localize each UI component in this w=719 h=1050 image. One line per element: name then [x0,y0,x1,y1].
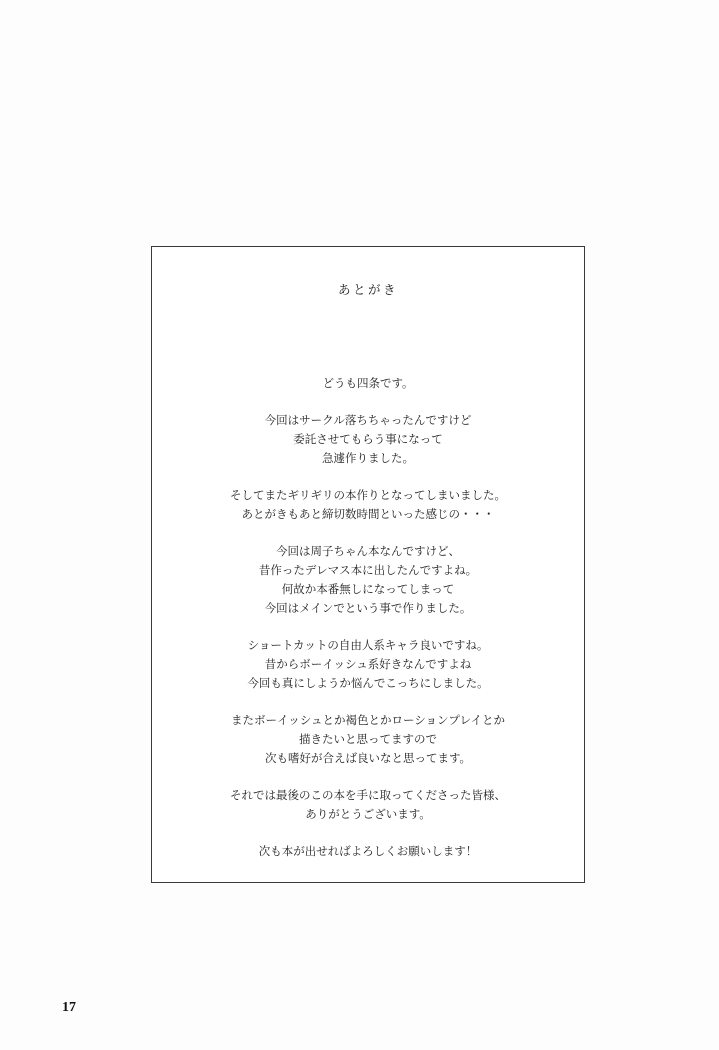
paragraph [152,712,584,769]
text-line: ショートカットの自由人系キャラ良いですね。 [247,640,489,652]
text-line: あとがきもあと締切数時間といった感じの・・・ [241,509,495,521]
afterword-frame [151,246,585,883]
paragraph [152,412,584,469]
text-line: ありがとうございます。 [305,809,431,821]
text-line: 急遽作りました。 [322,453,414,465]
paragraph [152,787,584,825]
text-line: 昔からボーイッシュ系好きなんですよね [264,659,472,671]
text-line: またボーイッシュとか褐色とかローションプレイとか [230,715,506,727]
paragraph [152,637,584,694]
page-number: 17 [62,1000,76,1015]
text-line: 何故か本番無しになってしまって [281,584,455,596]
paragraph [152,543,584,619]
text-line: 次も嗜好が合えば良いなと思ってます。 [264,753,472,765]
paragraph [152,843,584,862]
text-line: 今回はメインでという事で作りました。 [264,603,472,615]
text-line: 今回も真にしようか悩んでこっちにしました。 [247,678,489,690]
paragraph [152,487,584,525]
text-line: 委託させてもらう事になって [293,434,443,446]
text-line: 今回はサークル落ちちゃったんですけど [264,415,472,427]
text-line: そしてまたギリギリの本作りとなってしまいました。 [230,490,506,502]
text-line: 描きたいと思ってますので [299,734,437,746]
page-title: あとがき [337,283,398,297]
text-line: 今回は周子ちゃん本なんですけど、 [276,546,460,558]
text-line: 昔作ったデレマス本に出したんですよね。 [258,565,478,577]
text-line: 次も本が出せればよろしくお願いします！ [258,846,478,858]
afterword-body [152,375,584,862]
paragraph [152,375,584,394]
text-line: それでは最後のこの本を手に取ってくださった皆様、 [230,790,506,802]
text-line: どうも四条です。 [322,378,414,390]
